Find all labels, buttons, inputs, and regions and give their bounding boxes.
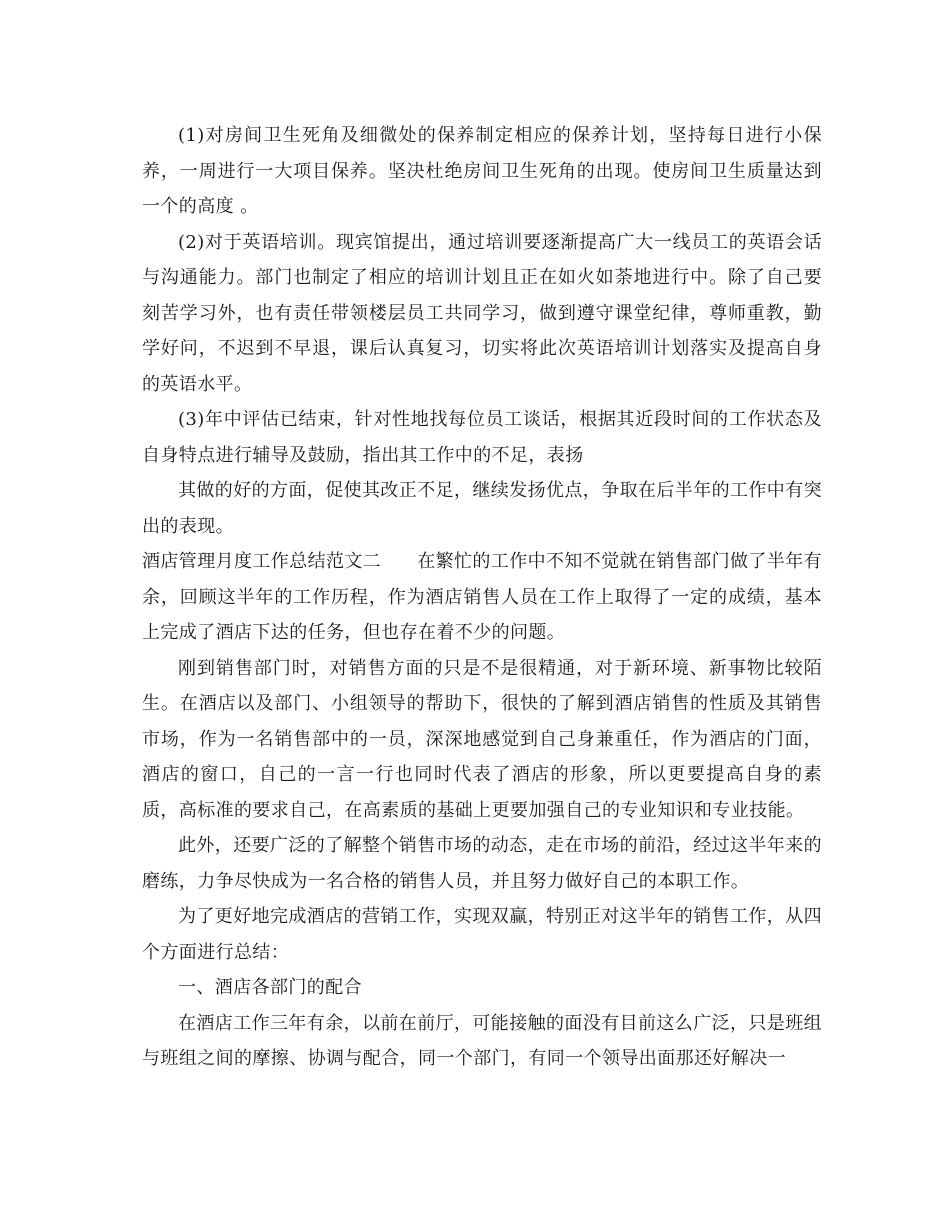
paragraph-market-dynamics: 此外，还要广泛的了解整个销售市场的动态，走在市场的前沿，经过这半年来的磨练，力争尽快成为一名合格的销售人员，并且努力做好自己的本职工作。 xyxy=(142,835,822,892)
paragraph-three-years: 在酒店工作三年有余，以前在前厅，可能接触的面没有目前这么广泛，只是班组与班组之间的摩擦、协调与配合，同一个部门，有同一个领导出面那还好解决一 xyxy=(142,1012,822,1069)
section-title: 酒店管理月度工作总结范文二 xyxy=(142,551,382,572)
subheading-department-cooperation: 一、酒店各部门的配合 xyxy=(178,977,362,998)
paragraph-room-maintenance: (1)对房间卫生死角及细微处的保养制定相应的保养计划，坚持每日进行小保养，一周进行一大项目保养。坚决杜绝房间卫生死角的出现。使房间卫生质量达到一个的高度 。 xyxy=(142,125,822,217)
paragraph-summary-intro: 为了更好地完成酒店的营销工作，实现双赢，特别正对这半年的销售工作，从四个方面进行总结： xyxy=(142,906,822,963)
section-intro-block xyxy=(142,544,822,651)
document-body xyxy=(142,118,822,1077)
paragraph-midyear-evaluation: (3)年中评估已结束，针对性地找每位员工谈话，根据其近段时间的工作状态及自身特点进行辅导及鼓励，指出其工作中的不足，表扬 xyxy=(142,409,822,466)
paragraph-praise-strengths: 其做的好的方面，促使其改正不足，继续发扬优点，争取在后半年的工作中有突出的表现。 xyxy=(142,480,822,537)
paragraph-sales-start: 刚到销售部门时，对销售方面的只是不是很精通，对于新环境、新事物比较陌生。在酒店以及部门、小组领导的帮助下，很快的了解到酒店销售的性质及其销售市场，作为一名销售部中的一员，深深地感觉到自己身兼重任，作为酒店的门面，酒店的窗口，自己的一言一行也同时代表了酒店的形象，所以更要提高自身的素质，高标准的要求自己，在高素质的基础上更要加强自己的专业知识和专业技能。 xyxy=(142,657,822,821)
paragraph-english-training: (2)对于英语培训。现宾馆提出，通过培训要逐渐提高广大一线员工的英语会话与沟通能力。部门也制定了相应的培训计划且正在如火如荼地进行中。除了自己要刻苦学习外，也有责任带领楼层员工共同学习，做到遵守课堂纪律，尊师重教，勤学好问，不迟到不早退，课后认真复习，切实将此次英语培训计划落实及提高自身的英语水平。 xyxy=(142,231,822,395)
section-intro-text: 在繁忙的工作中不知不觉就在销售部门做了半年有余，回顾这半年的工作历程，作为酒店销售人员在工作上取得了一定的成绩，基本上完成了酒店下达的任务，但也存在着不少的问题。 xyxy=(142,551,823,643)
